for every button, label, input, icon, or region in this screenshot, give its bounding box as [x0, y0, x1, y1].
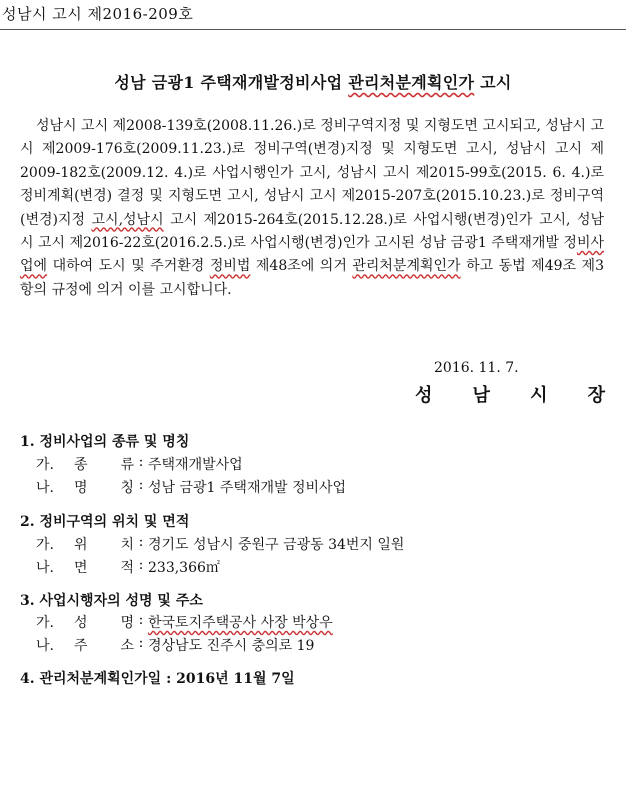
title-main: 성남 금광1 주택재개발정비사업 [114, 73, 349, 92]
body-part-2: 고시 제2015-264호(2015.12.28.)로 사업시행(변경)인가 고시, 성남시 고시 제2016-22호(2016.2.5.)로 사업시행(변경)인가 고시된 성남 금광1 주택재개발 정 [20, 211, 604, 252]
item-label: 위 치 [74, 537, 134, 553]
item-label: 주 소 [74, 638, 134, 654]
section-3-item-2 [36, 635, 314, 655]
item-value: 주택재개발사업 [148, 457, 243, 473]
body-part-5: 하고 동법 제49조 제3항의 규정에 의거 이를 고시합니다. [20, 258, 604, 298]
section-heading-3: 3. 사업시행자의 성명 및 주소 [20, 593, 203, 609]
body-underline-4: 관리처분계획인가 [352, 258, 461, 275]
section-2-item-1 [36, 534, 404, 554]
item-marker: 가. [36, 457, 54, 473]
section-3-item-1 [36, 612, 333, 632]
body-part-4: 제48조에 의거 [250, 258, 353, 275]
item-sep: : [138, 454, 144, 470]
body-underline-3: 정비법 [209, 258, 251, 275]
item-value: 경상남도 진주시 충의로 19 [148, 638, 315, 654]
item-marker: 나. [36, 480, 54, 496]
notice-date: 2016. 11. 7. [434, 360, 519, 376]
body-part-1: 성남시 고시 제2008-139호(2008.11.26.)로 정비구역지정 및 지형도면 고시되고, 성남시 고시 제2009-176호(2009.11.23.)로 정비구역(변경)지정 및 지형도면 고시, 성남시 고시 제2009-182호(2009.12. 4.)로 사업시행인가 고시, 성남시 고시 제2015-99호(2015. 6. 4.)로 정비계획(변경) 결정 및 지형도면 고시, 성남시 고시 제2015-207호(2015.10.23.)로 정비구역(변경)지정 [20, 118, 604, 228]
item-marker: 가. [36, 615, 54, 631]
item-label: 성 명 [74, 615, 134, 631]
item-value: 경기도 성남시 중원구 금광동 34번지 일원 [148, 537, 405, 553]
body-part-3: 대하여 도시 및 주거환경 [47, 258, 210, 275]
title-end: 고시 [474, 73, 512, 92]
signer [415, 381, 605, 407]
item-value: 성남 금광1 주택재개발 정비사업 [148, 480, 347, 496]
section-heading-2: 2. 정비구역의 위치 및 면적 [20, 514, 190, 530]
item-label: 명 칭 [74, 480, 134, 496]
section-1-item-2 [36, 477, 346, 497]
signer-char: 장 [587, 385, 605, 406]
item-marker: 가. [36, 537, 54, 553]
item-sep: : [138, 477, 144, 493]
item-sep: : [138, 557, 144, 573]
item-value: 한국토지주택공사 사장 박상우 [148, 615, 333, 631]
signer-char: 남 [472, 385, 490, 406]
body-paragraph [20, 115, 604, 302]
body-underline-2: 비사업에 [20, 235, 604, 275]
item-marker: 나. [36, 560, 54, 576]
item-sep: : [138, 534, 144, 550]
section-1-item-1 [36, 454, 243, 474]
section-heading-4: 4. 관리처분계획인가일 : 2016년 11월 7일 [20, 671, 295, 687]
item-sep: : [138, 635, 144, 651]
item-value: 233,366㎡ [148, 560, 220, 576]
signer-char: 시 [530, 385, 548, 406]
title-underlined: 관리처분계획인가 [348, 73, 475, 92]
body-underline-1: 고시,성남시 [91, 211, 164, 228]
signer-char: 성 [415, 385, 433, 406]
header-rule [0, 29, 626, 30]
item-label: 면 적 [74, 560, 134, 576]
section-2-item-2 [36, 557, 220, 577]
section-heading-1: 1. 정비사업의 종류 및 명칭 [20, 434, 190, 450]
item-sep: : [138, 612, 144, 628]
item-marker: 나. [36, 638, 54, 654]
item-label: 종 류 [74, 457, 134, 473]
notice-number: 성남시 고시 제2016-209호 [2, 5, 194, 23]
document-title [0, 70, 626, 93]
